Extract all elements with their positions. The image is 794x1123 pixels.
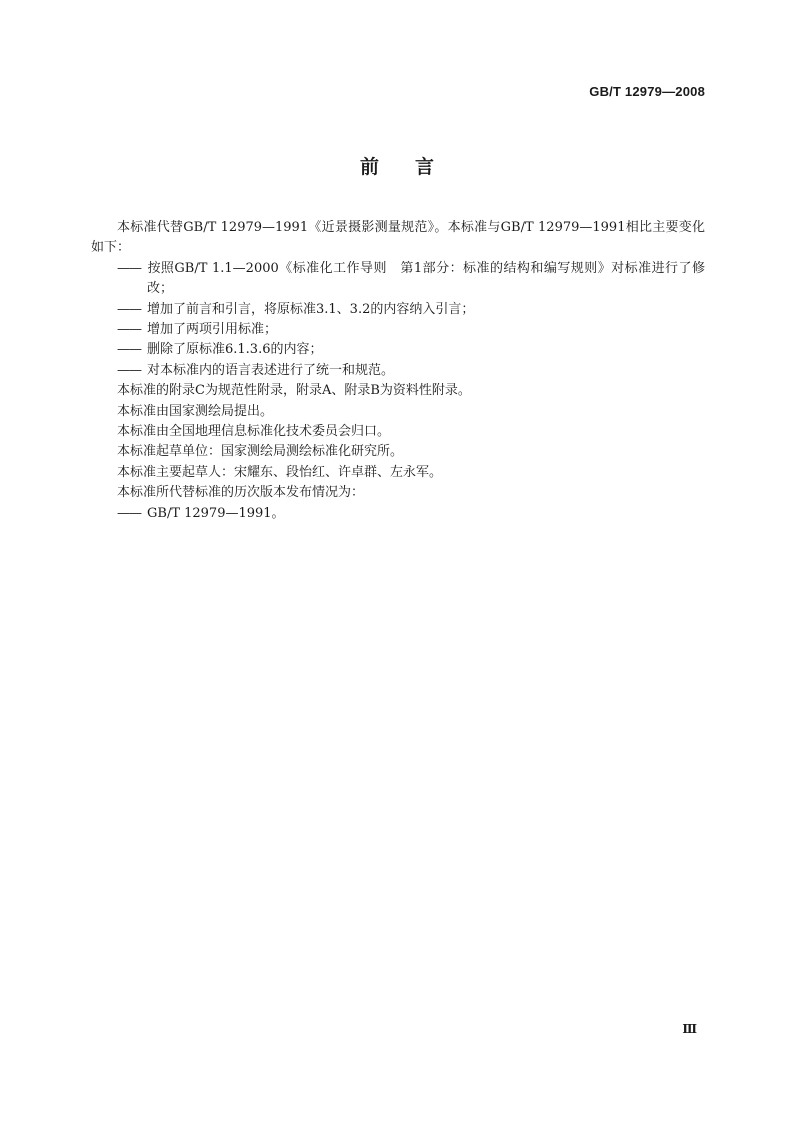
- document-body: [91, 218, 705, 524]
- history-text: GB/T 12979—1991。: [147, 505, 285, 521]
- dash-marker: ——: [117, 301, 141, 317]
- dash-marker: ——: [117, 260, 141, 276]
- change-text: 按照GB/T 1.1—2000《标准化工作导则 第1部分：标准的结构和编写规则》对标准进行了修改；: [147, 260, 705, 297]
- page-title: 前言: [359, 156, 470, 178]
- intro-paragraph: 本标准代替GB/T 12979—1991《近景摄影测量规范》。本标准与GB/T 12979—1991相比主要变化如下：: [91, 220, 705, 256]
- change-item: [91, 300, 705, 320]
- history-intro-paragraph: 本标准所代替标准的历次版本发布情况为：: [117, 485, 365, 501]
- annex-paragraph: 本标准的附录C为规范性附录，附录A、附录B为资料性附录。: [117, 383, 471, 399]
- change-text: 删除了原标准6.1.3.6的内容；: [147, 342, 323, 358]
- change-text: 增加了两项引用标准；: [147, 322, 278, 338]
- drafters-paragraph: 本标准主要起草人：宋耀东、段怡红、许卓群、左永军。: [117, 464, 443, 480]
- page-number: Ⅲ: [682, 1022, 697, 1036]
- change-text: 增加了前言和引言，将原标准3.1、3.2的内容纳入引言；: [147, 301, 475, 317]
- dash-marker: ——: [117, 322, 141, 338]
- change-item: [91, 361, 705, 381]
- change-item: [91, 340, 705, 360]
- proposer-paragraph: 本标准由国家测绘局提出。: [117, 403, 274, 419]
- dash-marker: ——: [117, 342, 141, 358]
- history-item: [91, 504, 705, 524]
- change-text: 对本标准内的语言表述进行了统一和规范。: [147, 362, 395, 378]
- standard-code: GB/T 12979—2008: [589, 84, 705, 99]
- change-item: [91, 259, 705, 300]
- dash-marker: ——: [117, 362, 141, 378]
- dash-marker: ——: [117, 505, 141, 521]
- committee-paragraph: 本标准由全国地理信息标准化技术委员会归口。: [117, 424, 391, 440]
- drafting-unit-paragraph: 本标准起草单位：国家测绘局测绘标准化研究所。: [117, 444, 404, 460]
- change-item: [91, 320, 705, 340]
